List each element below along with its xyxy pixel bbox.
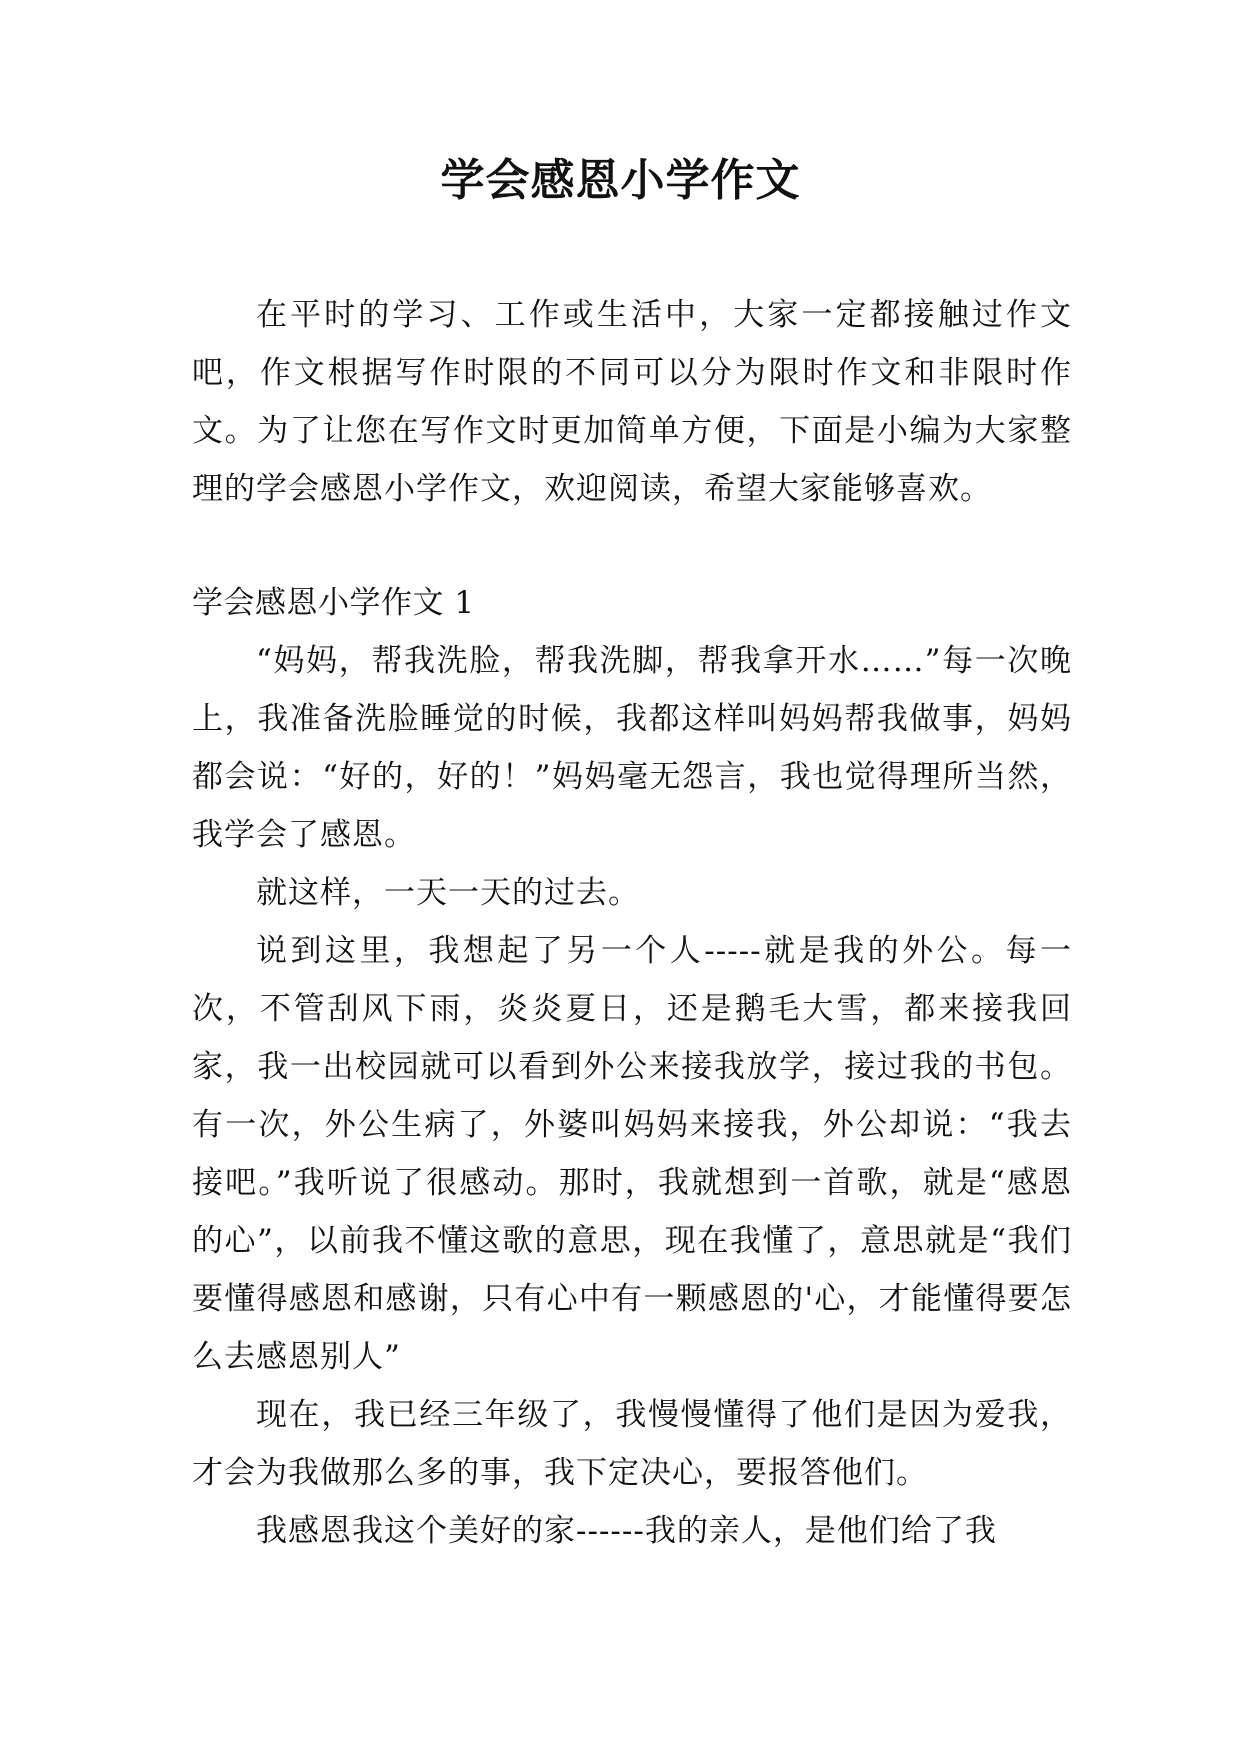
essay-block: [192, 574, 1072, 1560]
intro-block: [192, 286, 1072, 518]
essay-paragraph-2: 就这样，一天一天的过去。: [256, 875, 640, 911]
section-heading: 学会感恩小学作文 1: [192, 585, 475, 621]
document-title: 学会感恩小学作文: [440, 155, 801, 206]
essay-paragraph-5: 我感恩我这个美好的家------我的亲人，是他们给了我: [256, 1513, 997, 1549]
essay-paragraph-3: 说到这里，我想起了另一个人-----就是我的外公。每一次，不管刮风下雨，炎炎夏日，还是鹅毛大雪，都来接我回家，我一出校园就可以看到外公来接我放学，接过我的书包。有一次，外公生病了，外婆叫妈妈来接我，外公却说：“我去接吧。”我听说了很感动。那时，我就想到一首歌，就是“感恩的心”，以前我不懂这歌的意思，现在我懂了，意思就是“我们要懂得感恩和感谢，只有心中有一颗感恩的'心，才能懂得要怎么去感恩别人”: [192, 933, 1072, 1375]
essay-paragraph-4: 现在，我已经三年级了，我慢慢懂得了他们是因为爱我，才会为我做那么多的事，我下定决心，要报答他们。: [192, 1397, 1072, 1491]
intro-paragraph: 在平时的学习、工作或生活中，大家一定都接触过作文吧，作文根据写作时限的不同可以分为限时作文和非限时作文。为了让您在写作文时更加简单方便，下面是小编为大家整理的学会感恩小学作文，欢迎阅读，希望大家能够喜欢。: [192, 297, 1072, 507]
essay-paragraph-1: “妈妈，帮我洗脸，帮我洗脚，帮我拿开水……”每一次晚上，我准备洗脸睡觉的时候，我都这样叫妈妈帮我做事，妈妈都会说：“好的，好的！”妈妈毫无怨言，我也觉得理所当然，我学会了感恩。: [192, 643, 1072, 853]
